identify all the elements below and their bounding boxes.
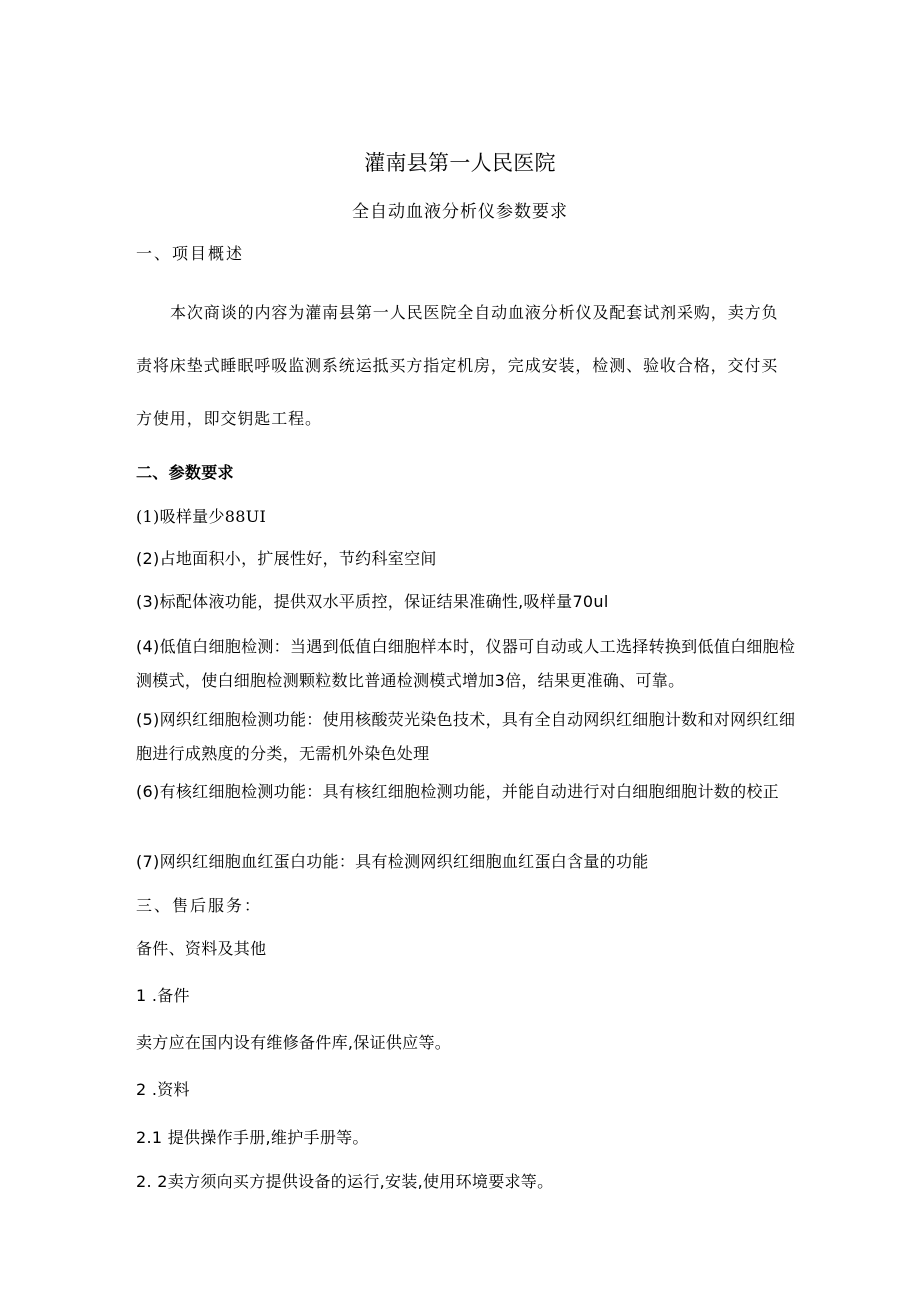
section-3-heading: 三、售后服务： [136, 896, 263, 915]
param-item-2: (2)占地面积小，扩展性好，节约科室空间 [136, 549, 437, 568]
document-subtitle: 全自动血液分析仪参数要求 [352, 202, 568, 222]
section-2-heading: 二、参数要求 [136, 463, 234, 482]
param-item-5: (5)网织红细胞检测功能：使用核酸荧光染色技术，具有全自动网织红细胞计数和对网织红细胞进行成熟度的分类，无需机外染色处理 [136, 710, 796, 763]
service-item-2-title: 2 .资料 [136, 1080, 190, 1099]
section-1-heading: 一、项目概述 [136, 244, 245, 263]
service-item-1-title: 1 .备件 [136, 986, 190, 1005]
service-item-2-1: 2.1 提供操作手册,维护手册等。 [136, 1128, 369, 1147]
param-item-3: (3)标配体液功能，提供双水平质控，保证结果准确性,吸样量70ul [136, 592, 609, 611]
section-3-subheading: 备件、资料及其他 [136, 939, 267, 958]
service-item-1-text: 卖方应在国内设有维修备件库,保证供应等。 [136, 1033, 452, 1052]
service-item-2-2: 2. 2卖方须向买方提供设备的运行,安装,使用环境要求等。 [136, 1172, 554, 1191]
param-item-7: (7)网织红细胞血红蛋白功能：具有检测网织红细胞血红蛋白含量的功能 [136, 852, 649, 871]
param-item-6: (6)有核红细胞检测功能：具有核红细胞检测功能，并能自动进行对白细胞细胞计数的校正 [136, 782, 779, 801]
param-item-1: (1)吸样量少88UI [136, 507, 267, 526]
document-title: 灌南县第一人民医院 [364, 151, 556, 175]
param-item-4: (4)低值白细胞检测：当遇到低值白细胞样本时，仪器可自动或人工选择转换到低值白细胞检测模式，使白细胞检测颗粒数比普通检测模式增加3倍，结果更准确、可靠。 [136, 637, 796, 690]
section-1-paragraph: 本次商谈的内容为灌南县第一人民医院全自动血液分析仪及配套试剂采购，卖方负责将床垫式睡眠呼吸监测系统运抵买方指定机房，完成安装，检测、验收合格，交付买方使用，即交钥匙工程。 [136, 303, 779, 428]
